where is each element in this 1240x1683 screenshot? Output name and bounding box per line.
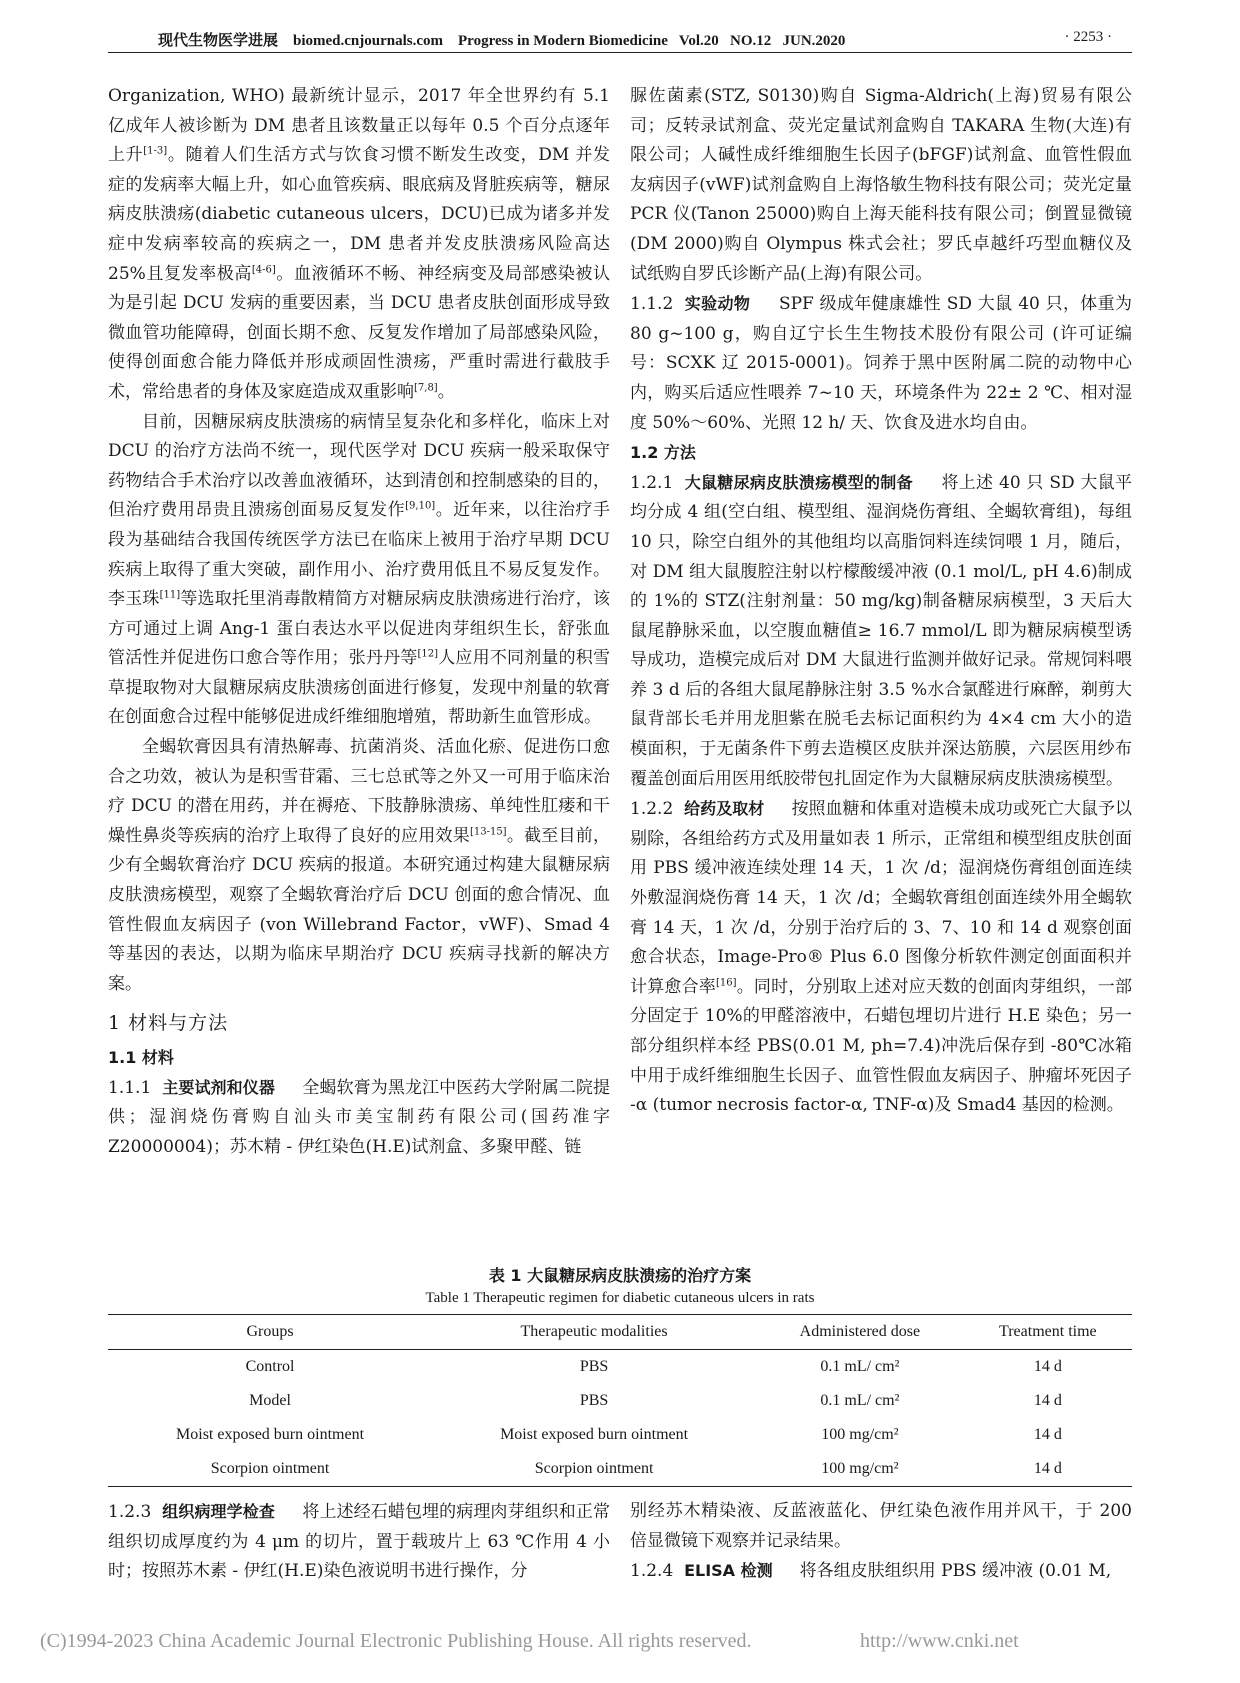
table-cell: Scorpion ointment (108, 1452, 432, 1487)
subsection-title: 组织病理学检查 (162, 1502, 275, 1521)
journal-volume: Vol.20 (678, 33, 719, 49)
lower-right-column (630, 1497, 1132, 1587)
journal-date: JUN.2020 (782, 33, 846, 49)
paragraph-1-1-2: 1.1.2 实验动物 SPF 级成年健康雄性 SD 大鼠 40 只，体重为 80 g~100 g，购自辽宁长生生物技术股份有限公司 (许可证编号：SCXK 辽 2015-0001)。饲养于黑中医附属二院的动物中心内，购买后适应性喂养 7~10 天，环境条件为 22± 2 ℃、相对湿度 50%～60%、光照 12 h/ 天、饮食及进水均自由。 (630, 294, 1132, 433)
section-heading-1: 1 材料与方法 (108, 1012, 229, 1035)
table-cell: 0.1 mL/ cm² (820, 1358, 900, 1375)
table-row (108, 1418, 1132, 1452)
table-header-cell: Treatment time (964, 1315, 1132, 1350)
subsection-title: 给药及取材 (684, 799, 765, 819)
subsection-title: ELISA 检测 (684, 1561, 773, 1581)
left-column (108, 82, 610, 1162)
table-cell: Control (245, 1358, 295, 1375)
treatment-table (108, 1314, 1132, 1487)
page-number: · 2253 · (1064, 29, 1112, 45)
journal-number: NO.12 (729, 33, 772, 49)
table-cell: Moist exposed burn ointment (176, 1426, 365, 1443)
paragraph-1-2-2: 1.2.2 给药及取材 按照血糖和体重对造模未成功或死亡大鼠予以剔除，各组给药方式及用量如表 1 所示，正常组和模型组皮肤创面用 PBS 缓冲液连续处理 14 天，1 次 /d；湿润烧伤膏组创面连续外敷湿润烧伤膏 14 天，1 次 /d；全蝎软膏组创面连续外用全蝎软膏 14 天，1 次 /d，分别于治疗后的 3、7、10 和 14 d 观察创面愈合状态，Image-Pro® Plus 6.0 图像分析软件测定创面面积并计算愈合率[16]。同时，分别取上述对应天数的创面肉芽组织，一部分固定于 10%的甲醛溶液中，石蜡包埋切片进行 H.E 染色；另一部分组织样本经 PBS(0.01 M, ph=7.4)冲洗后保存到 -80℃冰箱中用于成纤维细胞生长因子、血管性假血友病因子、肿瘤坏死因子 -α (tumor necrosis factor-α, TNF-α)及 Smad4 基因的检测。 (630, 799, 1133, 1116)
table-header-cell: Therapeutic modalities (432, 1315, 756, 1350)
table-cell: 100 mg/cm² (756, 1452, 964, 1487)
table-caption-en: Table 1 Therapeutic regimen for diabetic cutaneous ulcers in rats (425, 1290, 815, 1306)
footer-copyright: (C)1994-2023 China Academic Journal Electronic Publishing House. All rights reserved. (40, 1630, 752, 1652)
table-cell: 0.1 mL/ cm² (820, 1392, 900, 1409)
table-caption-zh: 表 1 大鼠糖尿病皮肤溃疡的治疗方案 (488, 1266, 752, 1285)
paragraph-1-1-1: 1.1.1 主要试剂和仪器 全蝎软膏为黑龙江中医药大学附属二院提供；湿润烧伤膏购自汕头市美宝制药有限公司(国药准字 Z20000004)；苏木精 - 伊红染色(H.E)试剂盒、多聚甲醛、链 (108, 1077, 610, 1157)
subsection-title: 大鼠糖尿病皮肤溃疡模型的制备 (684, 472, 913, 492)
table-cell: 14 d (1033, 1392, 1062, 1409)
table-row (108, 1350, 1132, 1385)
journal-name-cn: 现代生物医学进展 (158, 33, 279, 49)
table-cell: PBS (579, 1392, 609, 1409)
citation: [12] (417, 648, 439, 660)
paragraph-1-2-4: 1.2.4 ELISA 检测 将各组皮肤组织用 PBS 缓冲液 (0.01 M, (630, 1561, 1112, 1582)
table-cell: 14 d (1033, 1358, 1062, 1375)
header-left (158, 29, 845, 50)
paragraph-intro-3: 全蝎软膏因具有清热解毒、抗菌消炎、活血化瘀、促进伤口愈合之功效，被认为是积雪苷霜、三七总甙等之外又一可用于临床治疗 DCU 的潜在用药，并在褥疮、下肢静脉溃疡、单纯性肛瘘和干燥性鼻炎等疾病的治疗上取得了良好的应用效果[13-15]。截至目前，少有全蝎软膏治疗 DCU 疾病的报道。本研究通过构建大鼠糖尿病皮肤溃疡模型，观察了全蝎软膏治疗后 DCU 创面的愈合情况、血管性假血友病因子 (von Willebrand Factor，vWF)、Smad 4 等基因的表达，以期为临床早期治疗 DCU 疾病寻找新的解决方案。 (108, 737, 611, 994)
paragraph-1-2-1: 1.2.1 大鼠糖尿病皮肤溃疡模型的制备 将上述 40 只 SD 大鼠平均分成 4 组(空白组、模型组、湿润烧伤膏组、全蝎软膏组)，每组 10 只，除空白组外的其他组均以高脂饲料连续饲喂 1 月，随后，对 DM 组大鼠腹腔注射以柠檬酸缓冲液 (0.1 mol/L, pH 4.6)制成的 1%的 STZ(注射剂量：50 mg/kg)制备糖尿病模型，3 天后大鼠尾静脉采血，以空腹血糖值≥ 16.7 mmol/L 即为糖尿病模型诱导成功，造模完成后对 DM 大鼠进行监测并做好记录。常规饲料喂养 3 d 后的各组大鼠尾静脉注射 3.5 %水合氯醛进行麻醉，剃剪大鼠背部长毛并用龙胆紫在脱毛去标记面积约为 4×4 cm 大小的造模面积，于无菌条件下剪去造模区皮肤并深达筋膜，六层医用纱布覆盖创面后用医用纸胶带包扎固定作为大鼠糖尿病皮肤溃疡模型。 (630, 472, 1132, 789)
right-column (630, 82, 1132, 1121)
table-cell: 14 d (1033, 1426, 1062, 1443)
table-header-row (108, 1315, 1132, 1350)
header-rule (108, 52, 1132, 53)
table-cell: Model (249, 1392, 291, 1409)
citation: [7,8] (414, 382, 438, 394)
table-cell: Scorpion ointment (432, 1452, 756, 1487)
citation: [4-6] (251, 263, 276, 275)
table-row (108, 1384, 1132, 1418)
table-row (108, 1452, 1132, 1487)
paragraph-he-cont: 别经苏木精染液、反蓝液蓝化、伊红染色液作用并风干，于 200 倍显微镜下观察并记录结果。 (630, 1501, 1132, 1551)
paragraph-intro-1: Organization, WHO) 最新统计显示，2017 年全世界约有 5.1 亿成年人被诊断为 DM 患者且该数量正以每年 0.5 个百分点逐年上升[1-3]。随着人们生活方式与饮食习惯不断发生改变，DM 并发症的发病率大幅上升，如心血管疾病、眼底病及肾脏疾病等，糖尿病皮肤溃疡(diabetic cutaneous ulcers，DCU)已成为诸多并发症中发病率较高的疾病之一，DM 患者并发皮肤溃疡风险高达 25%且复发率极高[4-6]。血液循环不畅、神经病变及局部感染被认为是引起 DCU 发病的重要因素，当 DCU 患者皮肤创面形成导致微血管功能障碍，创面长期不愈、反复发作增加了局部感染风险，使得创面愈合能力降低并形成顽固性溃疡，严重时需进行截肢手术，常给患者的身体及家庭造成双重影响[7,8]。 (108, 86, 610, 402)
table-cell: 14 d (964, 1452, 1132, 1487)
citation: [11] (159, 589, 181, 601)
lower-left-column (108, 1497, 610, 1587)
citation: [16] (715, 977, 737, 989)
table-header-cell: Groups (108, 1315, 432, 1350)
table-cell: 100 mg/cm² (821, 1426, 899, 1443)
citation: [1-3] (143, 145, 168, 157)
paragraph-reagents: 脲佐菌素(STZ, S0130)购自 Sigma-Aldrich(上海)贸易有限公司；反转录试剂盒、荧光定量试剂盒购自 TAKARA 生物(大连)有限公司；人碱性成纤维细胞生长因子(bFGF)试剂盒、血管性假血友病因子(vWF)试剂盒购自上海恪敏生物科技有限公司；荧光定量 PCR 仪(Tanon 25000)购自上海天能科技有限公司；倒置显微镜(DM 2000)购自 Olympus 株式会社；罗氏卓越纤巧型血糖仪及试纸购自罗氏诊断产品(上海)有限公司。 (630, 86, 1132, 284)
section-heading-1-2: 1.2 方法 (630, 443, 696, 463)
citation: [9,10] (405, 500, 436, 512)
subsection-title: 主要试剂和仪器 (162, 1077, 275, 1097)
table-cell: PBS (579, 1358, 609, 1375)
paragraph-1-2-3: 1.2.3 组织病理学检查 将上述经石蜡包埋的病理肉芽组织和正常组织切成厚度约为 4 μm 的切片，置于载玻片上 63 ℃作用 4 小时；按照苏木素 - 伊红(H.E)染色液说明书进行操作，分 (108, 1502, 610, 1582)
table-cell: Moist exposed burn ointment (500, 1426, 689, 1443)
journal-name-en: Progress in Modern Biomedicine (458, 33, 668, 49)
subsection-title: 实验动物 (684, 294, 751, 314)
paragraph-intro-2: 目前，因糖尿病皮肤溃疡的病情呈复杂化和多样化，临床上对 DCU 的治疗方法尚不统一，现代医学对 DCU 疾病一般采取保守药物结合手术治疗以改善血液循环，达到清创和控制感染的目的，但治疗费用昂贵且溃疡创面易反复发作[9,10]。近年来，以往治疗手段为基础结合我国传统医学方法已在临床上被用于治疗早期 DCU 疾病上取得了重大突破，副作用小、治疗费用低且不易反复发作。李玉珠[11]等选取托里消毒散精简方对糖尿病皮肤溃疡进行治疗，该方可通过上调 Ang-1 蛋白表达水平以促进肉芽组织生长，舒张血管活性并促进伤口愈合等作用；张丹丹等[12]人应用不同剂量的积雪草提取物对大鼠糖尿病皮肤溃疡创面进行修复，发现中剂量的软膏在创面愈合过程中能够促进成纤维细胞增殖，帮助新生血管形成。 (108, 411, 611, 728)
table-header-cell: Administered dose (756, 1315, 964, 1350)
running-header (108, 26, 1132, 52)
footer-url[interactable]: http://www.cnki.net (860, 1630, 1019, 1652)
section-heading-1-1: 1.1 材料 (108, 1048, 174, 1067)
journal-site: biomed.cnjournals.com (293, 33, 444, 49)
citation: [13-15] (469, 826, 507, 838)
